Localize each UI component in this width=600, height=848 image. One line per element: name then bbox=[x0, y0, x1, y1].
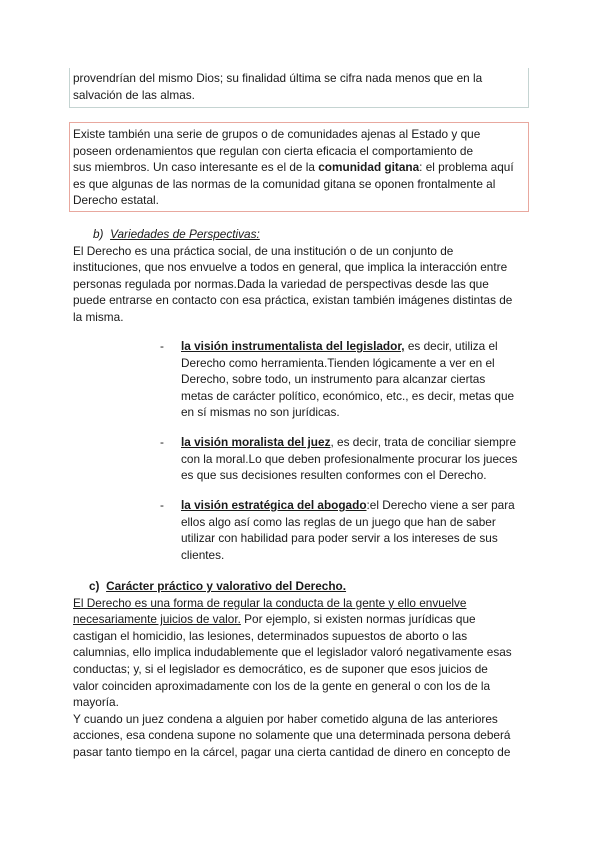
bullet-line: clientes. bbox=[181, 547, 225, 562]
bullet-term: la visión instrumentalista del legislador, bbox=[181, 339, 405, 353]
text-line bbox=[73, 159, 524, 176]
text-segment: :el Derecho viene a ser para bbox=[366, 498, 515, 512]
text-line: poseen ordenamientos que regulan con cierta eficacia el comportamiento de bbox=[73, 143, 474, 158]
section-b-heading bbox=[73, 226, 533, 243]
bullet-term: la visión moralista del juez bbox=[181, 435, 331, 449]
section-b bbox=[73, 226, 533, 326]
text-segment: , es decir, trata de conciliar siempre bbox=[330, 435, 517, 449]
bullet-dash: - bbox=[160, 435, 164, 449]
bullet-first-line bbox=[181, 338, 530, 355]
paragraph-line: El Derecho es una práctica social, de una institución o de un conjunto de bbox=[73, 243, 454, 258]
paragraph-line: mayoría. bbox=[73, 695, 119, 710]
list-item bbox=[160, 338, 530, 421]
paragraph-line: pasar tanto tiempo en la cárcel, pagar una cierta cantidad de dinero en concepto de bbox=[73, 744, 511, 759]
text-line: es que algunas de las normas de la comunidad gitana se oponen frontalmente al bbox=[73, 176, 496, 191]
text-segment: Por ejemplo, si existen normas jurídicas que bbox=[240, 612, 476, 627]
bullet-line: Derecho, sobre todo, un instrumento para alcanzar ciertas bbox=[181, 372, 486, 387]
text-segment: : el problema aquí bbox=[419, 160, 514, 175]
paragraph-line: conductas; y, si el legislador es democrático, es de suponer que esos juicios de bbox=[73, 661, 488, 676]
list-item bbox=[160, 497, 530, 563]
paragraph-line: calumnias, ello implica indudablemente que el legislador valoró negativamente esas bbox=[73, 645, 512, 660]
paragraph-line bbox=[73, 611, 533, 628]
bullet-first-line bbox=[181, 434, 530, 451]
quote-box-top bbox=[69, 68, 529, 108]
bullet-term: la visión estratégica del abogado bbox=[181, 498, 367, 512]
section-marker: b) bbox=[93, 227, 104, 241]
text-line: Derecho estatal. bbox=[73, 193, 159, 208]
highlight-box-gitana bbox=[69, 122, 529, 212]
paragraph-line: puede entrarse en contacto con esa práctica, existan también imágenes distintas de bbox=[73, 293, 513, 308]
section-c-heading bbox=[73, 578, 533, 595]
paragraph-line: El Derecho es una forma de regular la conducta de la gente y ello envuelve bbox=[73, 595, 467, 610]
paragraph-line: instituciones, que nos envuelve a todos en general, que implica la interacción entre bbox=[73, 260, 508, 275]
paragraph-line: personas regulada por normas.Dada la variedad de perspectivas desde las que bbox=[73, 276, 489, 291]
paragraph-line: acciones, esa condena supone no solamente que una determinada persona deberá bbox=[73, 728, 511, 743]
text-segment: sus miembros. Un caso interesante es el de la bbox=[73, 160, 319, 175]
section-c bbox=[73, 578, 533, 761]
bullet-dash: - bbox=[160, 498, 164, 512]
bullet-dash: - bbox=[160, 339, 164, 353]
bullet-line: utilizar con habilidad para poder servir a los intereses de sus bbox=[181, 531, 498, 546]
section-title: Variedades de Perspectivas: bbox=[110, 227, 260, 241]
paragraph-line: Y cuando un juez condena a alguien por haber cometido alguna de las anteriores bbox=[73, 711, 498, 726]
underlined-phrase: necesariamente juicios de valor. bbox=[73, 612, 241, 627]
list-item bbox=[160, 434, 530, 484]
text-line: Existe también una serie de grupos o de comunidades ajenas al Estado y que bbox=[73, 127, 481, 141]
section-title: Carácter práctico y valorativo del Derecho. bbox=[106, 579, 347, 593]
bold-term: comunidad gitana bbox=[318, 160, 420, 175]
paragraph-line: la misma. bbox=[73, 309, 124, 324]
bullet-line: Derecho como herramienta.Tienden lógicamente a ver en el bbox=[181, 355, 495, 370]
bullet-line: con la moral.Lo que deben profesionalmente procurar los jueces bbox=[181, 451, 518, 466]
bullet-item-abogado bbox=[160, 497, 530, 563]
section-marker: c) bbox=[89, 579, 100, 593]
bullet-line: ellos algo así como las reglas de un juego que han de saber bbox=[181, 514, 496, 529]
paragraph-line: castigan el homicidio, las lesiones, determinados supuestos de aborto o las bbox=[73, 628, 468, 643]
bullet-line: en sí mismas no son jurídicas. bbox=[181, 405, 340, 420]
text-line: provendrían del mismo Dios; su finalidad última se cifra nada menos que en la bbox=[73, 71, 483, 85]
paragraph-line: valor coinciden aproximadamente con los de la gente en general o con los de la bbox=[73, 678, 491, 693]
bullet-item-legislador bbox=[160, 338, 530, 421]
text-segment: es decir, utiliza el bbox=[404, 339, 498, 353]
bullet-line: es que sus decisiones resulten conformes con el Derecho. bbox=[181, 468, 487, 483]
bullet-first-line bbox=[181, 497, 530, 514]
text-line: salvación de las almas. bbox=[73, 87, 195, 102]
bullet-line: metas de carácter político, económico, etc., es decir, metas que bbox=[181, 388, 515, 403]
bullet-item-juez bbox=[160, 434, 530, 484]
